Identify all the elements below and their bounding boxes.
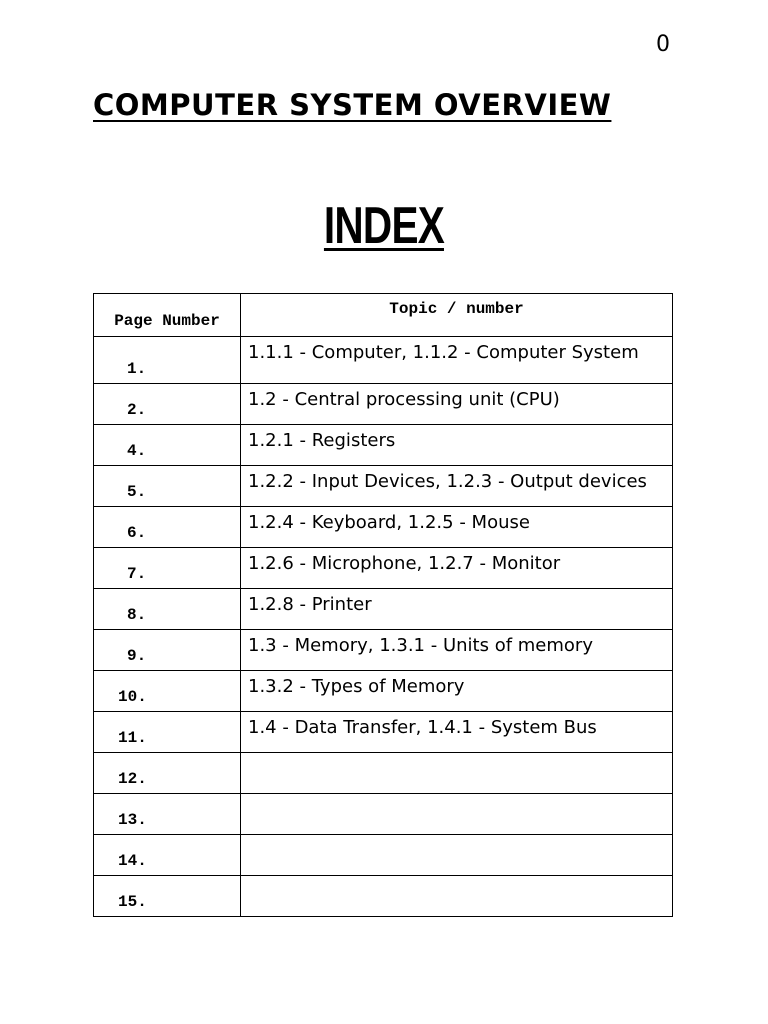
table-header-row	[94, 294, 673, 337]
row-topic: 1.2 - Central processing unit (CPU)	[241, 384, 673, 425]
table-row	[94, 671, 673, 712]
document-title: COMPUTER SYSTEM OVERVIEW	[93, 88, 612, 122]
row-page-number: 6.	[94, 507, 241, 548]
table-row	[94, 384, 673, 425]
row-topic	[241, 794, 673, 835]
row-page-number: 14.	[94, 835, 241, 876]
row-page-number: 9.	[94, 630, 241, 671]
table-row	[94, 876, 673, 917]
row-topic: 1.2.4 - Keyboard, 1.2.5 - Mouse	[241, 507, 673, 548]
row-topic	[241, 835, 673, 876]
row-topic: 1.2.6 - Microphone, 1.2.7 - Monitor	[241, 548, 673, 589]
row-page-number: 15.	[94, 876, 241, 917]
row-topic: 1.3.2 - Types of Memory	[241, 671, 673, 712]
row-topic: 1.1.1 - Computer, 1.1.2 - Computer System	[241, 337, 673, 384]
table-row	[94, 753, 673, 794]
row-page-number: 13.	[94, 794, 241, 835]
table-row	[94, 425, 673, 466]
row-topic: 1.2.1 - Registers	[241, 425, 673, 466]
row-page-number: 11.	[94, 712, 241, 753]
index-heading-wrapper	[0, 196, 768, 256]
row-page-number: 1.	[94, 337, 241, 384]
table-row	[94, 794, 673, 835]
row-page-number: 12.	[94, 753, 241, 794]
table-row	[94, 466, 673, 507]
header-topic: Topic / number	[241, 294, 673, 337]
table-row	[94, 712, 673, 753]
row-page-number: 7.	[94, 548, 241, 589]
row-page-number: 4.	[94, 425, 241, 466]
index-table	[93, 293, 673, 917]
row-page-number: 2.	[94, 384, 241, 425]
page-number: 0	[656, 32, 670, 57]
table-row	[94, 630, 673, 671]
row-topic: 1.2.8 - Printer	[241, 589, 673, 630]
row-topic	[241, 753, 673, 794]
table-row	[94, 507, 673, 548]
row-topic: 1.4 - Data Transfer, 1.4.1 - System Bus	[241, 712, 673, 753]
table-row	[94, 835, 673, 876]
row-topic: 1.2.2 - Input Devices, 1.2.3 - Output devices	[241, 466, 673, 507]
row-page-number: 5.	[94, 466, 241, 507]
row-topic: 1.3 - Memory, 1.3.1 - Units of memory	[241, 630, 673, 671]
table-row	[94, 337, 673, 384]
header-page-number: Page Number	[94, 294, 241, 337]
table-row	[94, 589, 673, 630]
table-row	[94, 548, 673, 589]
row-topic	[241, 876, 673, 917]
row-page-number: 10.	[94, 671, 241, 712]
index-heading: INDEX	[323, 197, 445, 255]
row-page-number: 8.	[94, 589, 241, 630]
